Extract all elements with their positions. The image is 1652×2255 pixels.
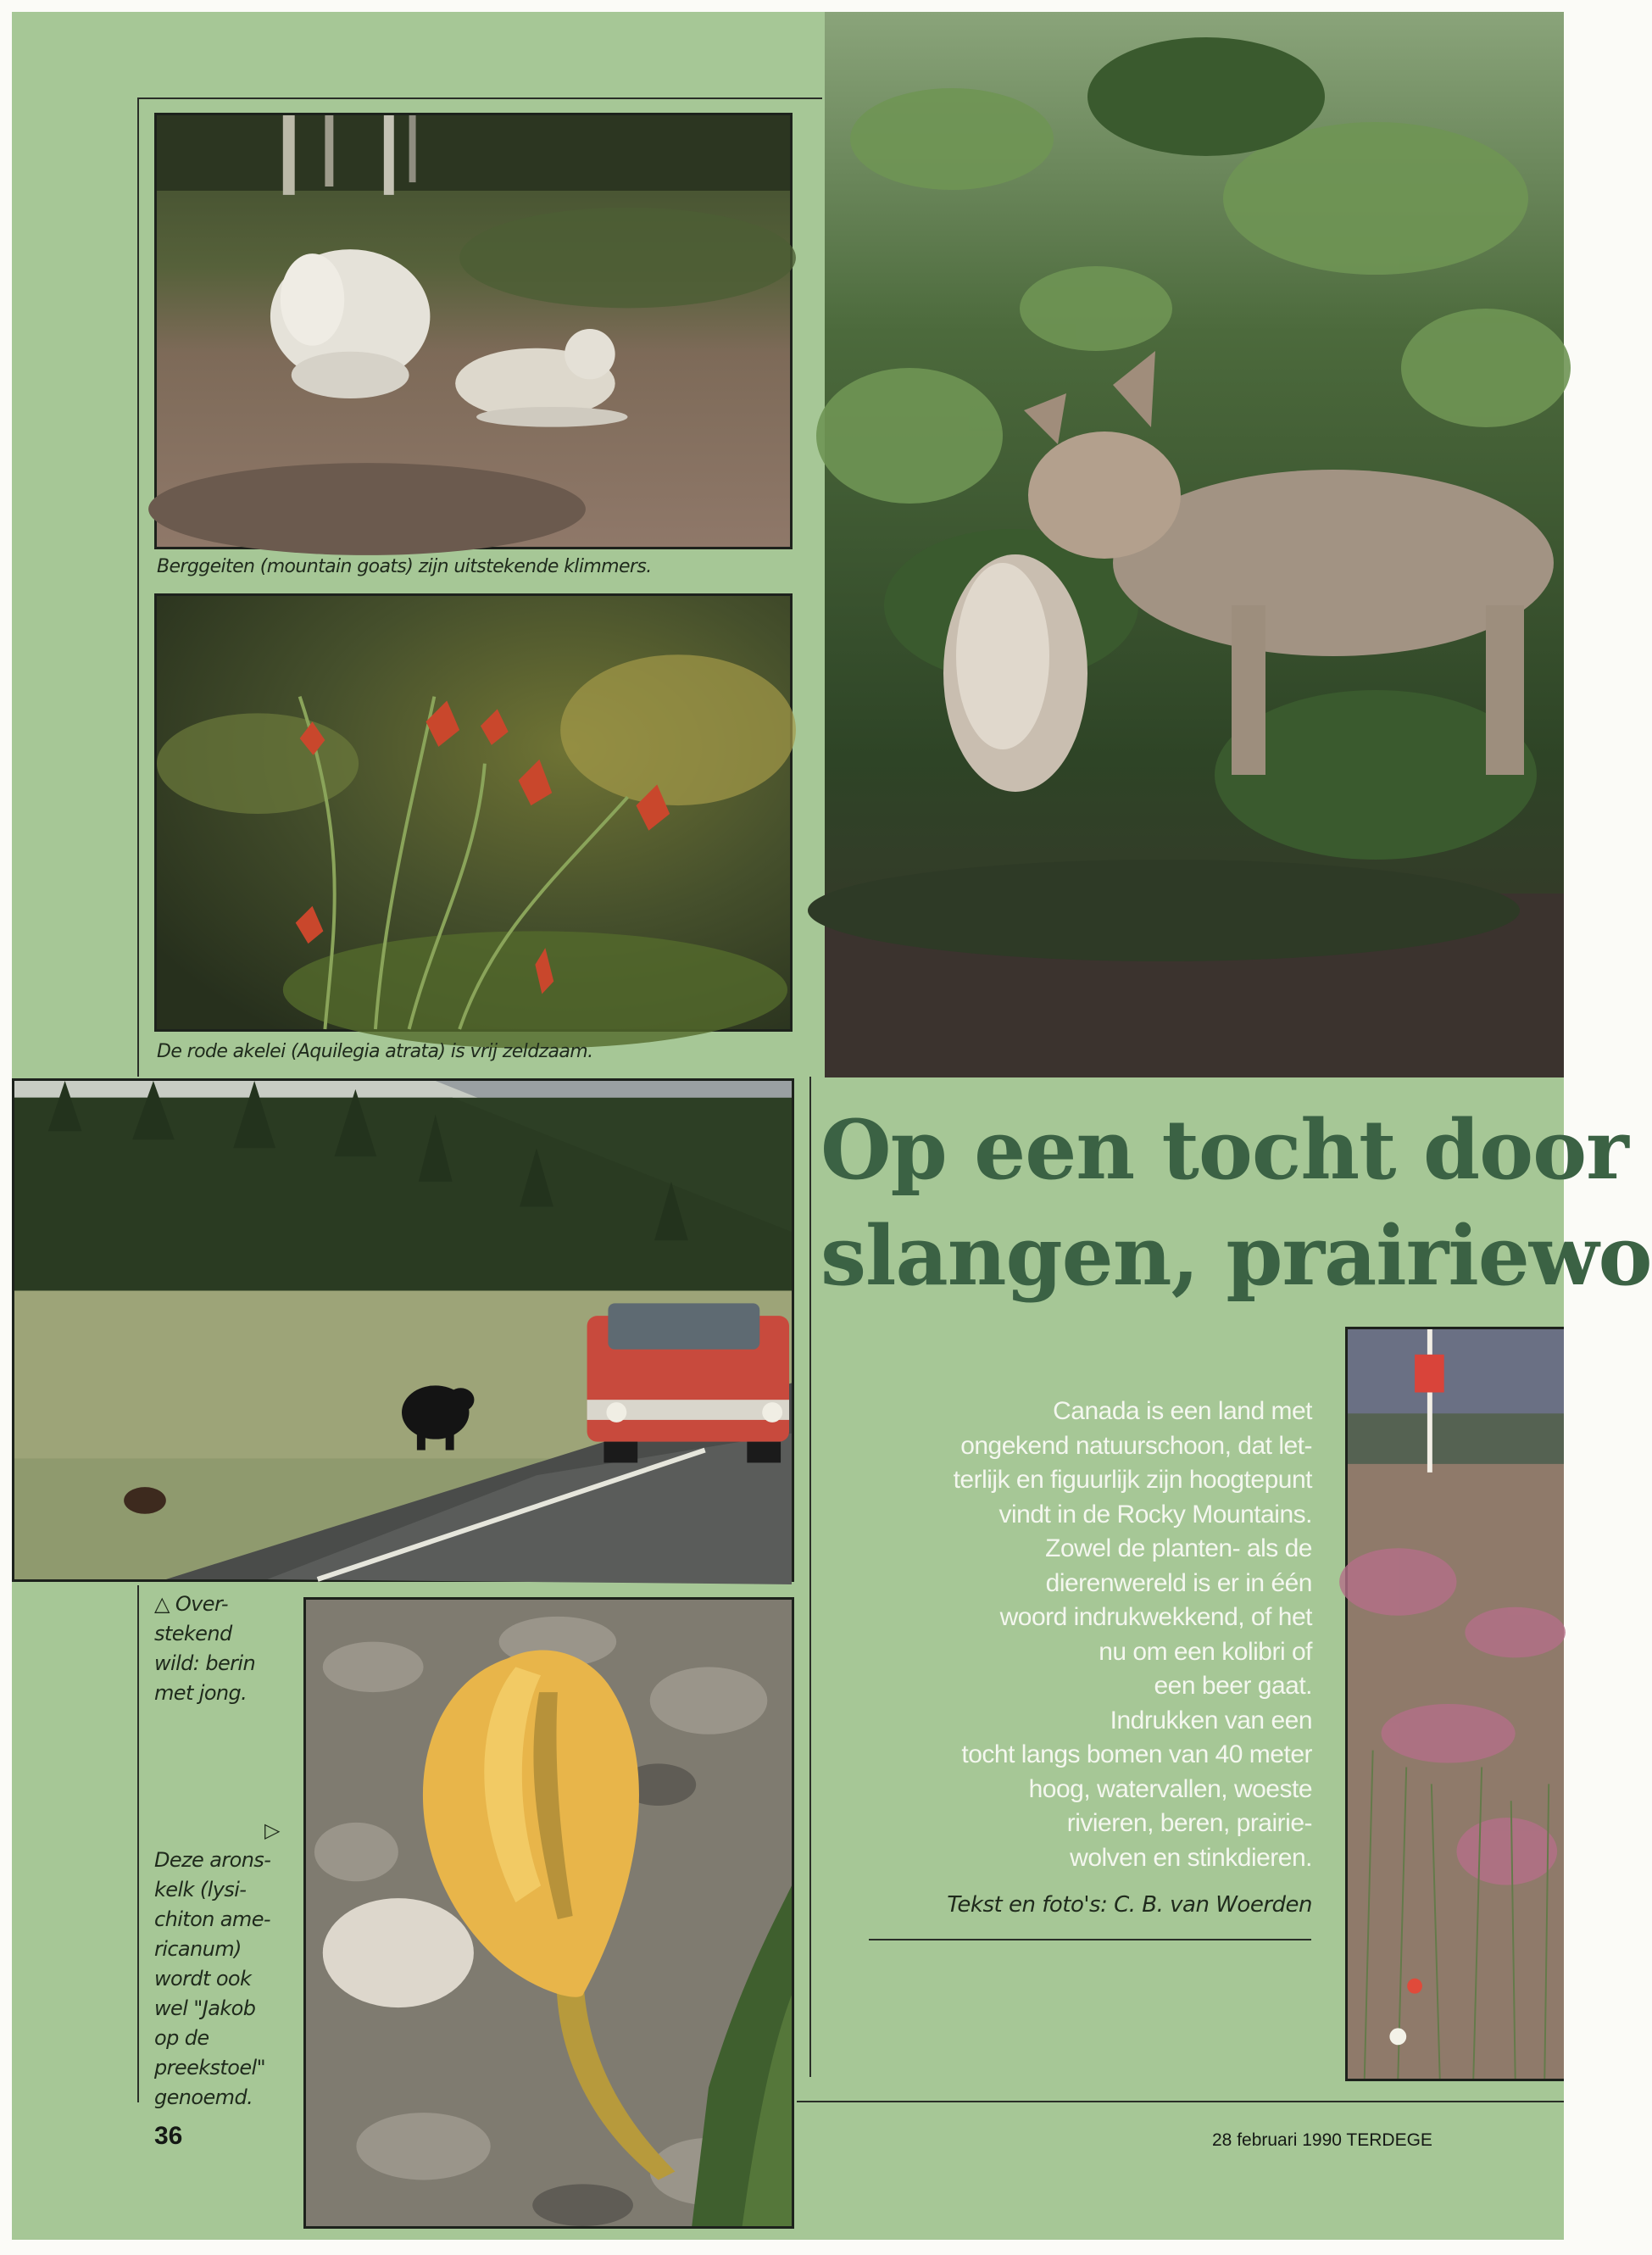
frame-rule-left-lower — [137, 1585, 139, 2102]
intro-line: tocht langs bomen van 40 meter — [961, 1740, 1312, 1768]
intro-line: hoog, watervallen, woeste — [1028, 1774, 1312, 1803]
intro-line: terlijk en figuurlijk zijn hoogtepunt — [953, 1466, 1312, 1494]
bear-caption-line-2: stekend — [154, 1622, 232, 1645]
author-credit: Tekst en foto's: C. B. van Woerden — [947, 1892, 1312, 1918]
meadow-photo — [1345, 1327, 1564, 2081]
bear-caption-line-4: met jong. — [154, 1681, 248, 1705]
right-triangle-marker-icon: ▷ — [264, 1818, 280, 1842]
page-number: 36 — [154, 2122, 183, 2150]
skunk-cabbage-photo — [303, 1597, 794, 2229]
intro-line: Indrukken van een — [1110, 1706, 1312, 1734]
frame-rule-left — [137, 97, 139, 1077]
mountain-goats-caption: Berggeiten (mountain goats) zijn uitstekende klimmers. — [157, 556, 652, 577]
bear-caption — [154, 1590, 255, 1708]
skunk-caption-line-8: preekstoel" — [154, 2056, 266, 2080]
headline-line-1: Op een tocht door — [820, 1102, 1628, 1198]
intro-line: wolven en stinkdieren. — [1070, 1843, 1312, 1872]
skunk-caption-line-1: Deze arons- — [154, 1848, 271, 1872]
intro-line: Zowel de planten- als de — [1045, 1534, 1312, 1562]
intro-line: ongekend natuurschoon, dat let- — [960, 1431, 1312, 1460]
headline-line-2: slangen, prairiewo — [820, 1208, 1652, 1304]
intro-line: rivieren, beren, prairie- — [1066, 1809, 1312, 1837]
issue-date: 28 februari 1990 TERDEGE — [1212, 2130, 1432, 2150]
skunk-caption-line-5: wordt ook — [154, 1967, 252, 1991]
mountain-goats-photo — [154, 113, 793, 549]
bear-caption-line-1: △ Over- — [154, 1592, 228, 1616]
skunk-caption-line-6: wel "Jakob — [154, 1996, 256, 2020]
skunk-caption-line-9: genoemd. — [154, 2085, 253, 2109]
intro-line: nu om een kolibri of — [1099, 1637, 1312, 1666]
frame-rule-right — [809, 1077, 811, 2077]
skunk-cabbage-caption — [154, 1816, 280, 2113]
credit-underline — [869, 1939, 1311, 1940]
frame-rule-top — [137, 97, 822, 99]
skunk-caption-line-4: ricanum) — [154, 1937, 242, 1961]
coyote-photo — [825, 12, 1564, 1077]
skunk-caption-line-7: op de — [154, 2026, 209, 2050]
triangle-marker-icon: △ — [154, 1592, 170, 1616]
intro-line: een beer gaat. — [1154, 1672, 1312, 1700]
skunk-caption-line-2: kelk (lysi- — [154, 1878, 247, 1901]
intro-paragraph — [848, 1395, 1312, 1875]
intro-line: dierenwereld is er in één — [1045, 1568, 1312, 1597]
columbine-caption: De rode akelei (Aquilegia atrata) is vrij zeldzaam. — [157, 1041, 593, 1062]
frame-rule-bottom — [797, 2101, 1564, 2102]
skunk-caption-line-3: chiton ame- — [154, 1907, 270, 1931]
intro-line: woord indrukwekkend, of het — [999, 1603, 1312, 1631]
intro-line: Canada is een land met — [1053, 1397, 1312, 1425]
intro-line: vindt in de Rocky Mountains. — [998, 1500, 1312, 1528]
columbine-photo — [154, 593, 793, 1032]
bear-and-car-photo — [12, 1078, 794, 1582]
bear-caption-line-3: wild: berin — [154, 1651, 256, 1675]
